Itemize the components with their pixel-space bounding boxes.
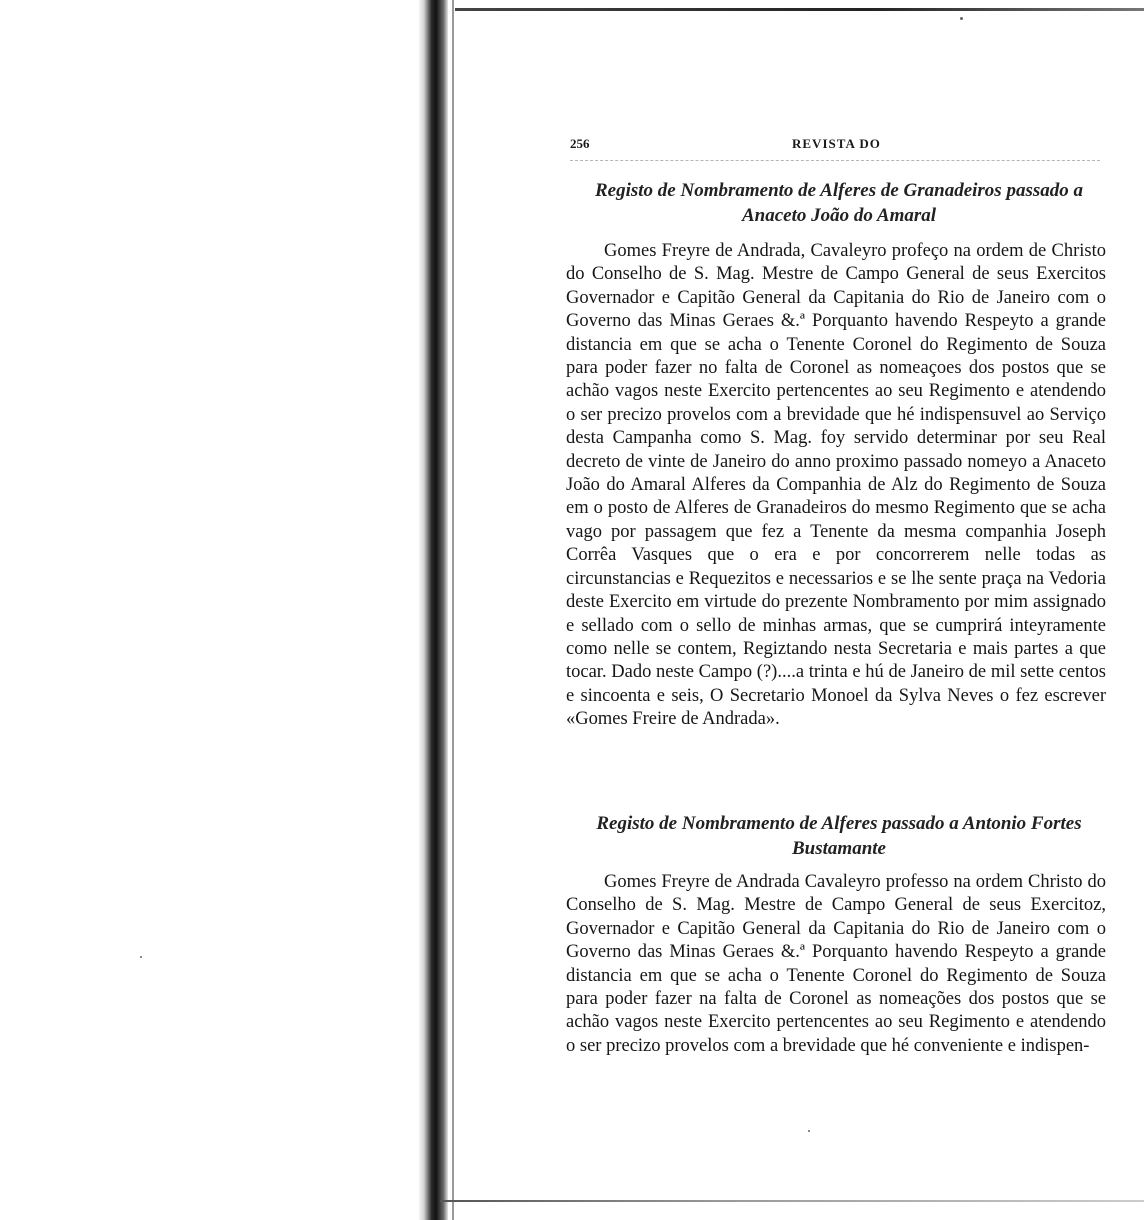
page-top-edge [455,8,1144,11]
page-gutter-line [452,0,454,1220]
page-bottom-edge [440,1200,1144,1202]
paper-speck [808,1130,810,1132]
page-number: 256 [570,136,590,151]
section-body: Gomes Freyre de Andrada Cavaleyro professo na ordem Christo do Conselho de S. Mag. Mestre de Campo General de seus Exercitoz, Governador e Capitão General da Capitania do Rio de Janeiro com o Governo das Minas Geraes &.ª Porquanto havendo Respeyto a grande distancia em que se acha o Tenente Coronel do Regimento de Souza para poder fazer na falta de Coronel as nomeações dos postos que se achão vagos neste Exercito pertencentes ao seu Regimento e atendendo o ser precizo provelos com a brevidade que hé conveniente e indispen- [566,872,1106,1056]
header-rule [570,160,1100,161]
book-binding-shadow [418,0,448,1220]
running-head: REVISTA DO [792,136,881,151]
paper-speck [140,956,142,958]
page-header [570,136,1080,156]
paper-speck [960,17,963,20]
section-title: Registo de Nombramento de Alferes de Granadeiros passado a Anaceto João do Amaral [594,180,1083,226]
section-title: Registo de Nombramento de Alferes passado a Antonio Fortes Bustamante [596,813,1082,859]
section-body: Gomes Freyre de Andrada, Cavaleyro profeço na ordem de Christo do Conselho de S. Mag. Mestre de Campo General de seus Exercitos Governador e Capitão General da Capitania do Rio de Janeiro com o Governo das Minas Geraes &.ª Porquanto havendo Respeyto a grande distancia em que se acha o Tenente Coronel do Regimento de Souza para poder fazer no falta de Coronel as nomeaçoes dos postos que se achão vagos neste Exercito pertencentes ao seu Regimento e atendendo o ser precizo provelos com a brevidade que hé indispensuvel ao Serviço desta Campanha como S. Mag. foy servido determinar por seu Real decreto de vinte de Janeiro do anno proximo passado nomeyo a Anaceto João do Amaral Alferes da Companhia de Alz do Regimento de Souza em o posto de Alferes de Granadeiros do mesmo Regimento que se acha vago por passagem que fez a Tenente da mesma companhia Joseph Corrêa Vasques que o era e por concorrerem nelle todas as circunstancias e Requezitos e necessarios e se lhe sente praça na Vedoria deste Exercito em virtude do prezente Nombramento por mim assignado e sellado com o sello de minhas armas, que se cumprirá inteyramente como nelle se contem, Regiztando nesta Secretaria e mais partes a que tocar. Dado neste Campo (?)....a trinta e hú de Janeiro de mil sette centos e sincoenta e seis, O Secretario Monoel da Sylva Neves o fez escrever «Gomes Freire de Andrada». [566,241,1106,730]
